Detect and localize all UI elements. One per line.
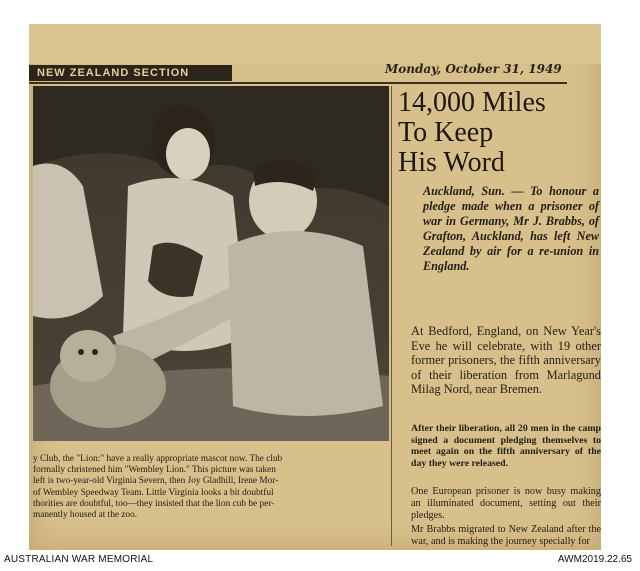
paragraph-text: One European prisoner is now busy making an illuminated document, setting out their pledges. [411,486,601,521]
paragraph-text: At Bedford, England, on New Year's Eve he will celebrate, with 19 other former prisoners, the fifth anniversary of their liberation from Marlagund Milag Nord, near Bremen. [411,324,601,397]
paper-top-margin [29,24,601,64]
issue-date: Monday, October 31, 1949 [385,62,562,76]
paragraph-text: Mr Brabbs migrated to New Zealand after the war, and is making the journey specially for [411,524,601,547]
section-banner: NEW ZEALAND SECTION [29,65,232,81]
headline-line: His Word [398,147,505,178]
caption-line: formally christened him "Wembley Lion." This picture was taken [33,465,276,476]
photo-caption [33,454,389,521]
article-lead: Auckland, Sun. — To honour a pledge made when a prisoner of war in Germany, Mr J. Brabbs, of Grafton, Auckland, has left New Zealand by air for a re-union in England. [423,184,599,273]
article-paragraph-3 [411,486,601,521]
article-paragraph-2 [411,423,601,469]
column-divider [391,86,392,546]
archive-footer [0,551,640,571]
caption-line: thorities are doubtful, too—they insisted that the lion cub be per- [33,498,275,509]
caption-line: of Wembley Speedway Team. Little Virginia looks a bit doubtful [33,487,274,498]
headline-line: To Keep [398,117,494,148]
institution-name: AUSTRALIAN WAR MEMORIAL [4,554,154,565]
header-rule [29,82,567,84]
caption-line: y Club, the "Lion:" have a really appropriate mascot now. The club [33,454,283,464]
article-headline [398,88,570,178]
lion-cub-photo-image [33,86,389,441]
paragraph-text: After their liberation, all 20 men in the camp signed a document pledging themselves to meet again on the fifth anniversary of the day they were released. [411,423,601,469]
article-paragraph-1 [411,324,601,397]
article-paragraph-4 [411,524,601,548]
headline-line: 14,000 Miles [398,87,546,118]
news-photo [33,86,389,441]
newspaper-clipping [29,24,601,550]
caption-line: left is two-year-old Virginia Severn, then Joy Gladhill, Irene Mor- [33,476,279,487]
accession-number: AWM2019.22.65 [557,554,632,565]
caption-line: manently housed at the zoo. [33,510,138,521]
